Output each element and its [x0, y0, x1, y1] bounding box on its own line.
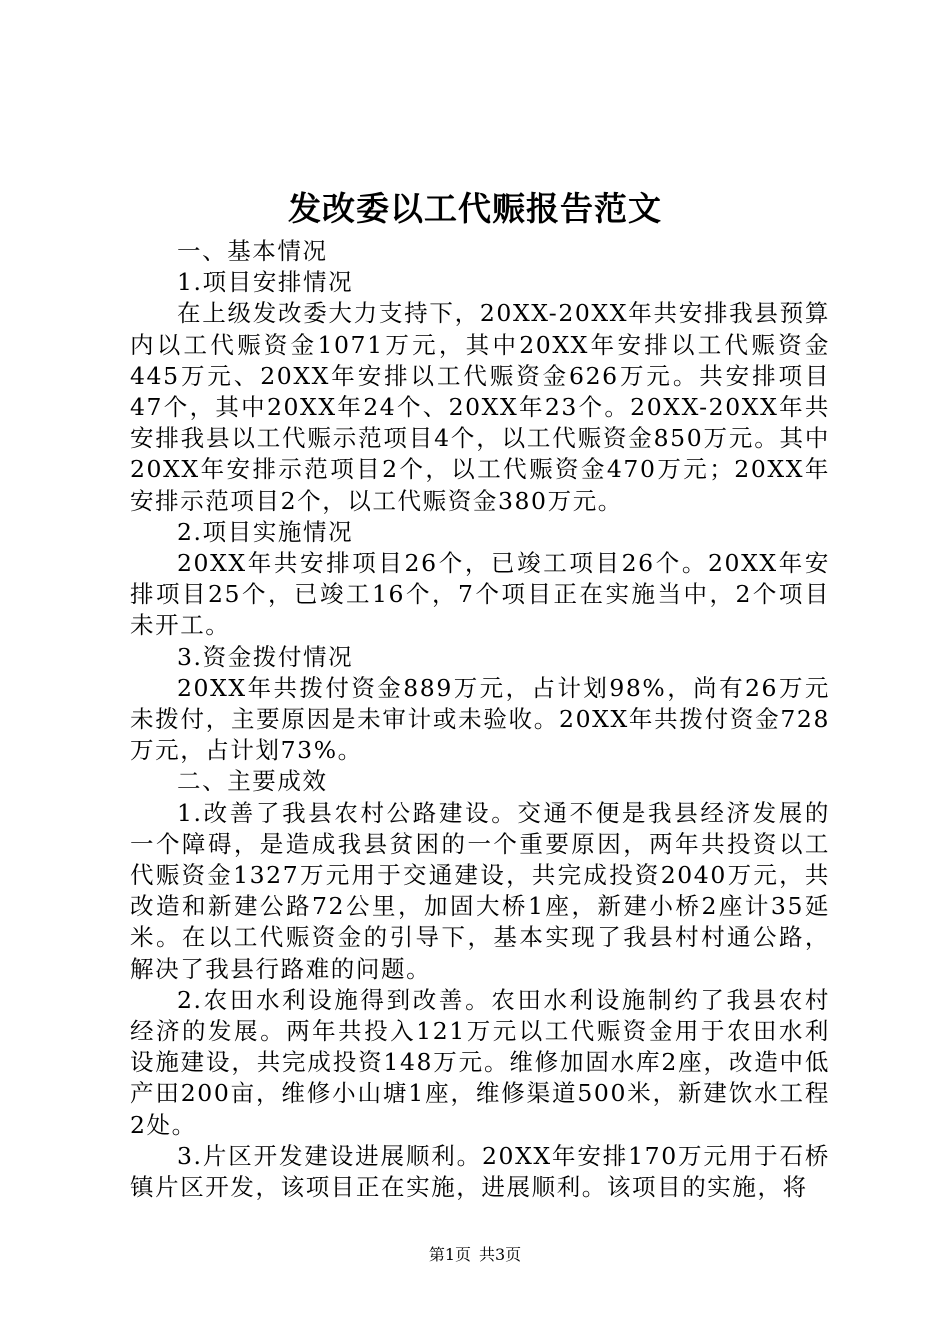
paragraph-project-implementation: 20XX年共安排项目26个，已竣工项目26个。20XX年安排项目25个，已竣工16个，7个项目正在实施当中，2个项目未开工。: [130, 549, 830, 640]
paragraph-fund-allocation: 20XX年共拨付资金889万元，占计划98%，尚有26万元未拨付，主要原因是未审计或未验收。20XX年共拨付资金728万元，占计划73%。: [130, 673, 830, 765]
subheading-fund-allocation: 3.资金拨付情况: [177, 642, 354, 671]
paragraph-road-construction: 1.改善了我县农村公路建设。交通不便是我县经济发展的一个障碍，是造成我县贫困的一个重要原因，两年共投资以工代赈资金1327万元用于交通建设，共完成投资2040万元，共改造和新建公路72公里，加固大桥1座，新建小桥2座计35延米。在以工代赈资金的引导下，基本实现了我县村村通公路，解决了我县行路难的问题。: [130, 798, 830, 983]
section-heading-main-results: 二、主要成效: [177, 767, 328, 796]
page-total: 共3页: [479, 1245, 522, 1264]
section-heading-basic-situation: 一、基本情况: [177, 237, 328, 265]
document-title: 发改委以工代赈报告范文: [288, 189, 662, 228]
paragraph-irrigation: 2.农田水利设施得到改善。农田水利设施制约了我县农村经济的发展。两年共投入121万元以工代赈资金用于农田水利设施建设，共完成投资148万元。维修加固水库2座，改造中低产田200亩，维修小山塘1座，维修渠道500米，新建饮水工程2处。: [130, 985, 830, 1139]
document-body: [130, 236, 830, 1203]
subheading-project-implementation: 2.项目实施情况: [177, 517, 354, 546]
page-footer: [0, 1244, 950, 1266]
page-number: 第1页: [428, 1245, 471, 1264]
subheading-project-arrangement: 1.项目安排情况: [177, 268, 354, 297]
paragraph-area-development: 3.片区开发建设进展顺利。20XX年安排170万元用于石桥镇片区开发，该项目正在实施，进展顺利。该项目的实施，将: [130, 1141, 830, 1202]
paragraph-project-arrangement: 在上级发改委大力支持下，20XX-20XX年共安排我县预算内以工代赈资金1071万元，其中20XX年安排以工代赈资金445万元、20XX年安排以工代赈资金626万元。共安排项目47个，其中20XX年24个、20XX年23个。20XX-20XX年共安排我县以工代赈示范项目4个，以工代赈资金850万元。其中20XX年安排示范项目2个，以工代赈资金470万元；20XX年安排示范项目2个，以工代赈资金380万元。: [130, 299, 830, 515]
